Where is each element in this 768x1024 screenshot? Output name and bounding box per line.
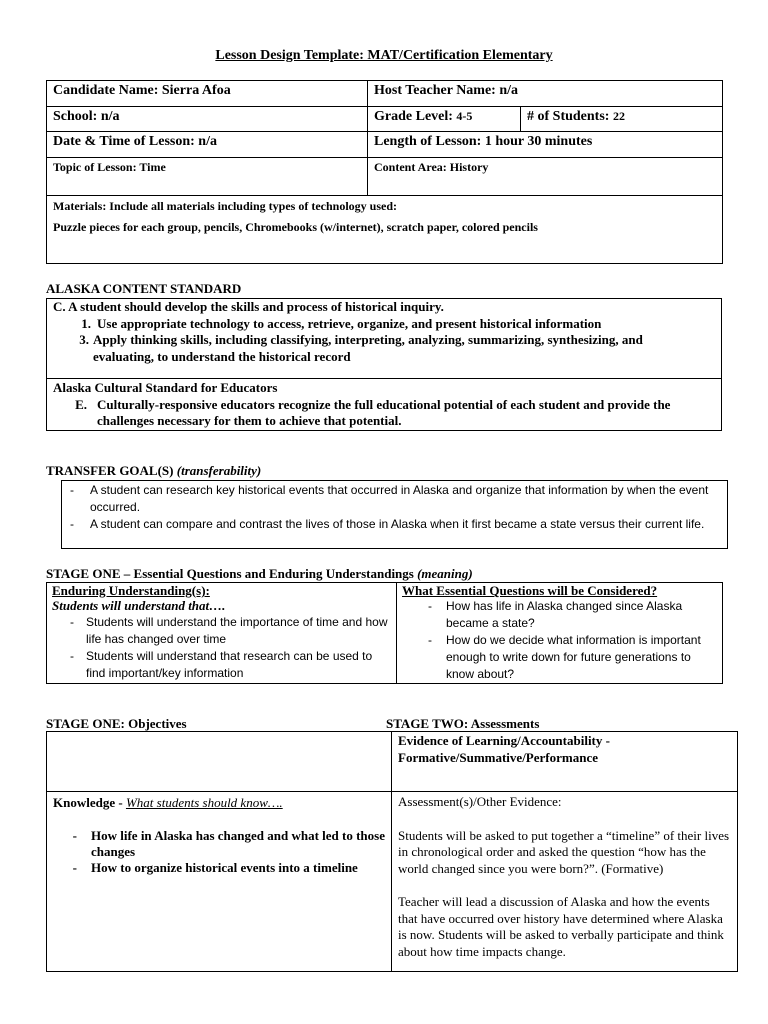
essential-questions-list (402, 598, 714, 683)
bullet-dash-icon: - (428, 599, 432, 613)
knowledge-label: Knowledge - (53, 795, 126, 810)
content-standard-box (46, 298, 722, 379)
enduring-understanding-subheading: Students will understand that…. (52, 598, 226, 613)
bullet-dash-icon: - (72, 860, 77, 875)
grade-level-label: Grade Level: (374, 109, 453, 124)
bullet-dash-icon: - (70, 483, 74, 497)
standard-item-3-num: 3. (79, 332, 89, 347)
page-title: Lesson Design Template: MAT/Certification Elementary (215, 48, 553, 63)
content-area-cell: Content Area: History (368, 158, 723, 196)
standard-item-3 (53, 332, 715, 365)
num-students-label: # of Students: (527, 109, 610, 124)
candidate-name-cell: Candidate Name: Sierra Afoa (47, 81, 368, 107)
school-cell: School: n/a (47, 107, 368, 132)
transfer-goals-box (61, 480, 728, 549)
standard-item-1 (53, 316, 715, 333)
enduring-understanding-heading: Enduring Understanding(s): (52, 583, 210, 598)
topic-cell: Topic of Lesson: Time (47, 158, 368, 196)
transfer-goal-2-text: A student can compare and contrast the lives of those in Alaska when it first became a state versus their current life. (90, 517, 705, 531)
enduring-understanding-item (52, 648, 390, 682)
essential-question-item (402, 598, 714, 632)
stage-one-eq-subtitle: (meaning) (417, 566, 473, 581)
knowledge-item-2-text: How to organize historical events into a timeline (91, 860, 358, 875)
bullet-dash-icon: - (428, 633, 432, 647)
objectives-blank-cell (47, 732, 392, 792)
materials-label: Materials: Include all materials including types of technology used: (53, 199, 397, 213)
essential-question-2-text: How do we decide what information is important enough to write down for future generations to know about? (446, 633, 701, 681)
cultural-standard-e (53, 397, 715, 430)
standard-item-3-text: Apply thinking skills, including classifying, interpreting, analyzing, summarizing, synthesizing, and evaluating, to understand the historical record (93, 332, 643, 364)
assessment-cell (392, 792, 738, 972)
objectives-assessments-table (46, 731, 738, 972)
cultural-standard-e-text: Culturally-responsive educators recognize the full educational potential of each student and provide the challenges necessary for them to achieve that potential. (97, 396, 671, 428)
enduring-understanding-2-text: Students will understand that research can be used to find important/key information (86, 649, 373, 680)
transfer-goals-subtitle: (transferability) (176, 463, 262, 478)
transfer-goal-item (62, 516, 721, 533)
knowledge-item (53, 860, 385, 876)
standard-item-1-num: 1. (81, 315, 91, 331)
assessment-paragraph-1: Students will be asked to put together a “timeline” of their lives in chronological order and asked the question “how has the world changed since you were born?”. (Formative) (398, 827, 730, 876)
knowledge-cell (47, 792, 392, 972)
materials-value: Puzzle pieces for each group, pencils, Chromebooks (w/internet), scratch paper, colored pencils (53, 220, 538, 234)
transfer-goal-item (62, 482, 721, 516)
cultural-standard-e-num: E. (75, 396, 87, 412)
content-standard-heading: ALASKA CONTENT STANDARD (46, 281, 242, 296)
enduring-understanding-1-text: Students will understand the importance of time and how life has changed over time (86, 615, 388, 646)
knowledge-item (53, 828, 385, 860)
bullet-dash-icon: - (70, 517, 74, 531)
num-students-cell (521, 107, 723, 132)
knowledge-sub: What students should know…. (125, 795, 283, 810)
enduring-understanding-table (46, 582, 723, 684)
enduring-understanding-item (52, 614, 390, 648)
date-time-cell: Date & Time of Lesson: n/a (47, 132, 368, 158)
essential-questions-cell (397, 583, 723, 684)
cultural-standard-box (46, 378, 722, 431)
bullet-dash-icon: - (70, 615, 74, 629)
enduring-understanding-cell (47, 583, 397, 684)
essential-question-item (402, 632, 714, 683)
bullet-dash-icon: - (72, 828, 77, 843)
knowledge-list (53, 828, 385, 876)
evidence-of-learning-cell (392, 732, 738, 792)
host-teacher-cell: Host Teacher Name: n/a (368, 81, 723, 107)
candidate-info-table (46, 80, 723, 264)
bullet-dash-icon: - (70, 649, 74, 663)
stage-one-objectives-heading: STAGE ONE: Objectives (46, 716, 187, 731)
grade-level-value: 4-5 (456, 109, 473, 123)
standard-item-1-text: Use appropriate technology to access, retrieve, organize, and present historical information (97, 315, 602, 331)
assessment-label: Assessment(s)/Other Evidence: (398, 794, 562, 809)
knowledge-heading (53, 794, 385, 811)
assessment-paragraph-2: Teacher will lead a discussion of Alaska and how the events that have occurred over history have determined where Alaska is now. Students will be asked to verbally participate and think about how time impacts change. (398, 894, 724, 959)
stage-two-assessments-heading: STAGE TWO: Assessments (386, 716, 540, 731)
evidence-of-learning-heading: Evidence of Learning/Accountability - Formative/Summative/Performance (398, 733, 610, 765)
essential-questions-heading: What Essential Questions will be Considered? (402, 583, 658, 598)
cultural-standard-heading: Alaska Cultural Standard for Educators (53, 380, 278, 395)
stage-one-eq-heading (46, 566, 473, 582)
materials-cell (47, 196, 723, 264)
standard-c-line: C. A student should develop the skills and process of historical inquiry. (53, 299, 444, 314)
transfer-goals-title: TRANSFER GOAL(S) (46, 463, 174, 478)
transfer-goals-heading (46, 463, 261, 479)
num-students-value: 22 (612, 109, 625, 123)
essential-question-1-text: How has life in Alaska changed since Alaska became a state? (446, 599, 683, 630)
stage-one-eq-title: STAGE ONE – Essential Questions and Enduring Understandings (46, 566, 414, 581)
grade-level-cell (368, 107, 521, 132)
length-cell: Length of Lesson: 1 hour 30 minutes (368, 132, 723, 158)
knowledge-item-1-text: How life in Alaska has changed and what led to those changes (91, 828, 385, 859)
enduring-understanding-list (52, 614, 390, 682)
transfer-goal-1-text: A student can research key historical events that occurred in Alaska and organize that information by when the event occurred. (90, 483, 709, 514)
